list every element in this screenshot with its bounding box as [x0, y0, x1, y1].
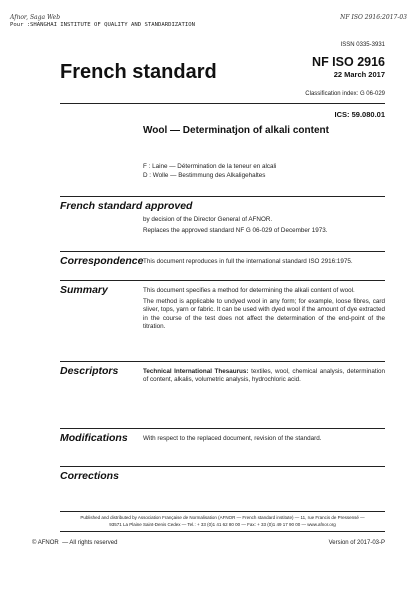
corrections-divider	[60, 466, 385, 467]
watermark-pour-value: SHANGHAI INSTITUTE OF QUALITY AND STANDARDIZATION	[30, 22, 196, 28]
publisher-bottom-divider	[60, 531, 385, 532]
summary-heading: Summary	[60, 284, 108, 296]
approved-line-1: by decision of the Director General of AFNOR.	[143, 216, 273, 223]
descriptors-terms: textiles, wool, chemical analysis, determination of content, alkalis, volumetric analysis, hydrochloric acid.	[143, 368, 386, 384]
modifications-divider	[60, 428, 385, 429]
approved-line-2: Replaces the approved standard NF G 06-029 of December 1973.	[143, 227, 328, 234]
descriptors-text	[143, 368, 385, 385]
watermark-pour-label: Pour :	[10, 22, 31, 28]
publisher-line-2: 93571 La Plaine Saint-Denis Cedex — Tel.: + 33 (0)1 41 62 80 00 — Fax: + 33 (0)1 49 17 90 00 — www.afnor.org	[109, 522, 336, 527]
issn: ISSN 0335-3931	[340, 42, 385, 48]
header-divider	[60, 103, 385, 104]
approved-divider	[60, 196, 385, 197]
descriptors-divider	[60, 361, 385, 362]
ics-code: ICS: 59.080.01	[334, 110, 385, 119]
modifications-text: With respect to the replaced document, revision of the standard.	[143, 435, 322, 442]
watermark-source: Afnor, Saga Web	[10, 14, 61, 21]
title-french: F : Laine — Détermination de la teneur en alcali	[143, 163, 277, 170]
summary-paragraph-1: This document specifies a method for determining the alkali content of wool.	[143, 287, 355, 294]
descriptors-heading: Descriptors	[60, 365, 119, 377]
copyright-notice: © AFNOR — All rights reserved	[32, 540, 118, 546]
standard-id: NF ISO 2916	[312, 55, 385, 69]
publisher-divider	[60, 511, 385, 512]
title-german: D : Wolle — Bestimmung des Alkaligehaltes	[143, 172, 266, 179]
summary-divider	[60, 280, 385, 281]
watermark-reference: NF ISO 2916:2017-03	[340, 14, 407, 21]
publisher-line-1: Published and distributed by Association Française de Normalisation (AFNOR — French standard institute) — 11, rue Francis de Pressensé —	[80, 515, 365, 520]
corrections-heading: Corrections	[60, 470, 119, 482]
correspondence-text: This document reproduces in full the international standard ISO 2916:1975.	[143, 258, 353, 265]
correspondence-divider	[60, 251, 385, 252]
document-type-title: French standard	[60, 61, 217, 83]
document-title: Wool — Determinatjon of alkali content	[143, 125, 329, 136]
descriptors-label: Technical International Thesaurus:	[143, 368, 249, 375]
summary-paragraph-2: The method is applicable to undyed wool in any form; for example, loose fibres, card sliver, tops, yarn or fabric. It can be used with dyed wool if the amount of dye extracted in the course of the test does not affect the determination of the end-point of the titration.	[143, 298, 385, 331]
classification-index: Classification index: G 06-029	[305, 91, 385, 97]
modifications-heading: Modifications	[60, 432, 128, 444]
version-label: Version of 2017-03-P	[328, 540, 385, 546]
approved-heading: French standard approved	[60, 200, 193, 212]
correspondence-heading: Correspondence	[60, 255, 144, 267]
publication-date: 22 March 2017	[333, 70, 385, 79]
